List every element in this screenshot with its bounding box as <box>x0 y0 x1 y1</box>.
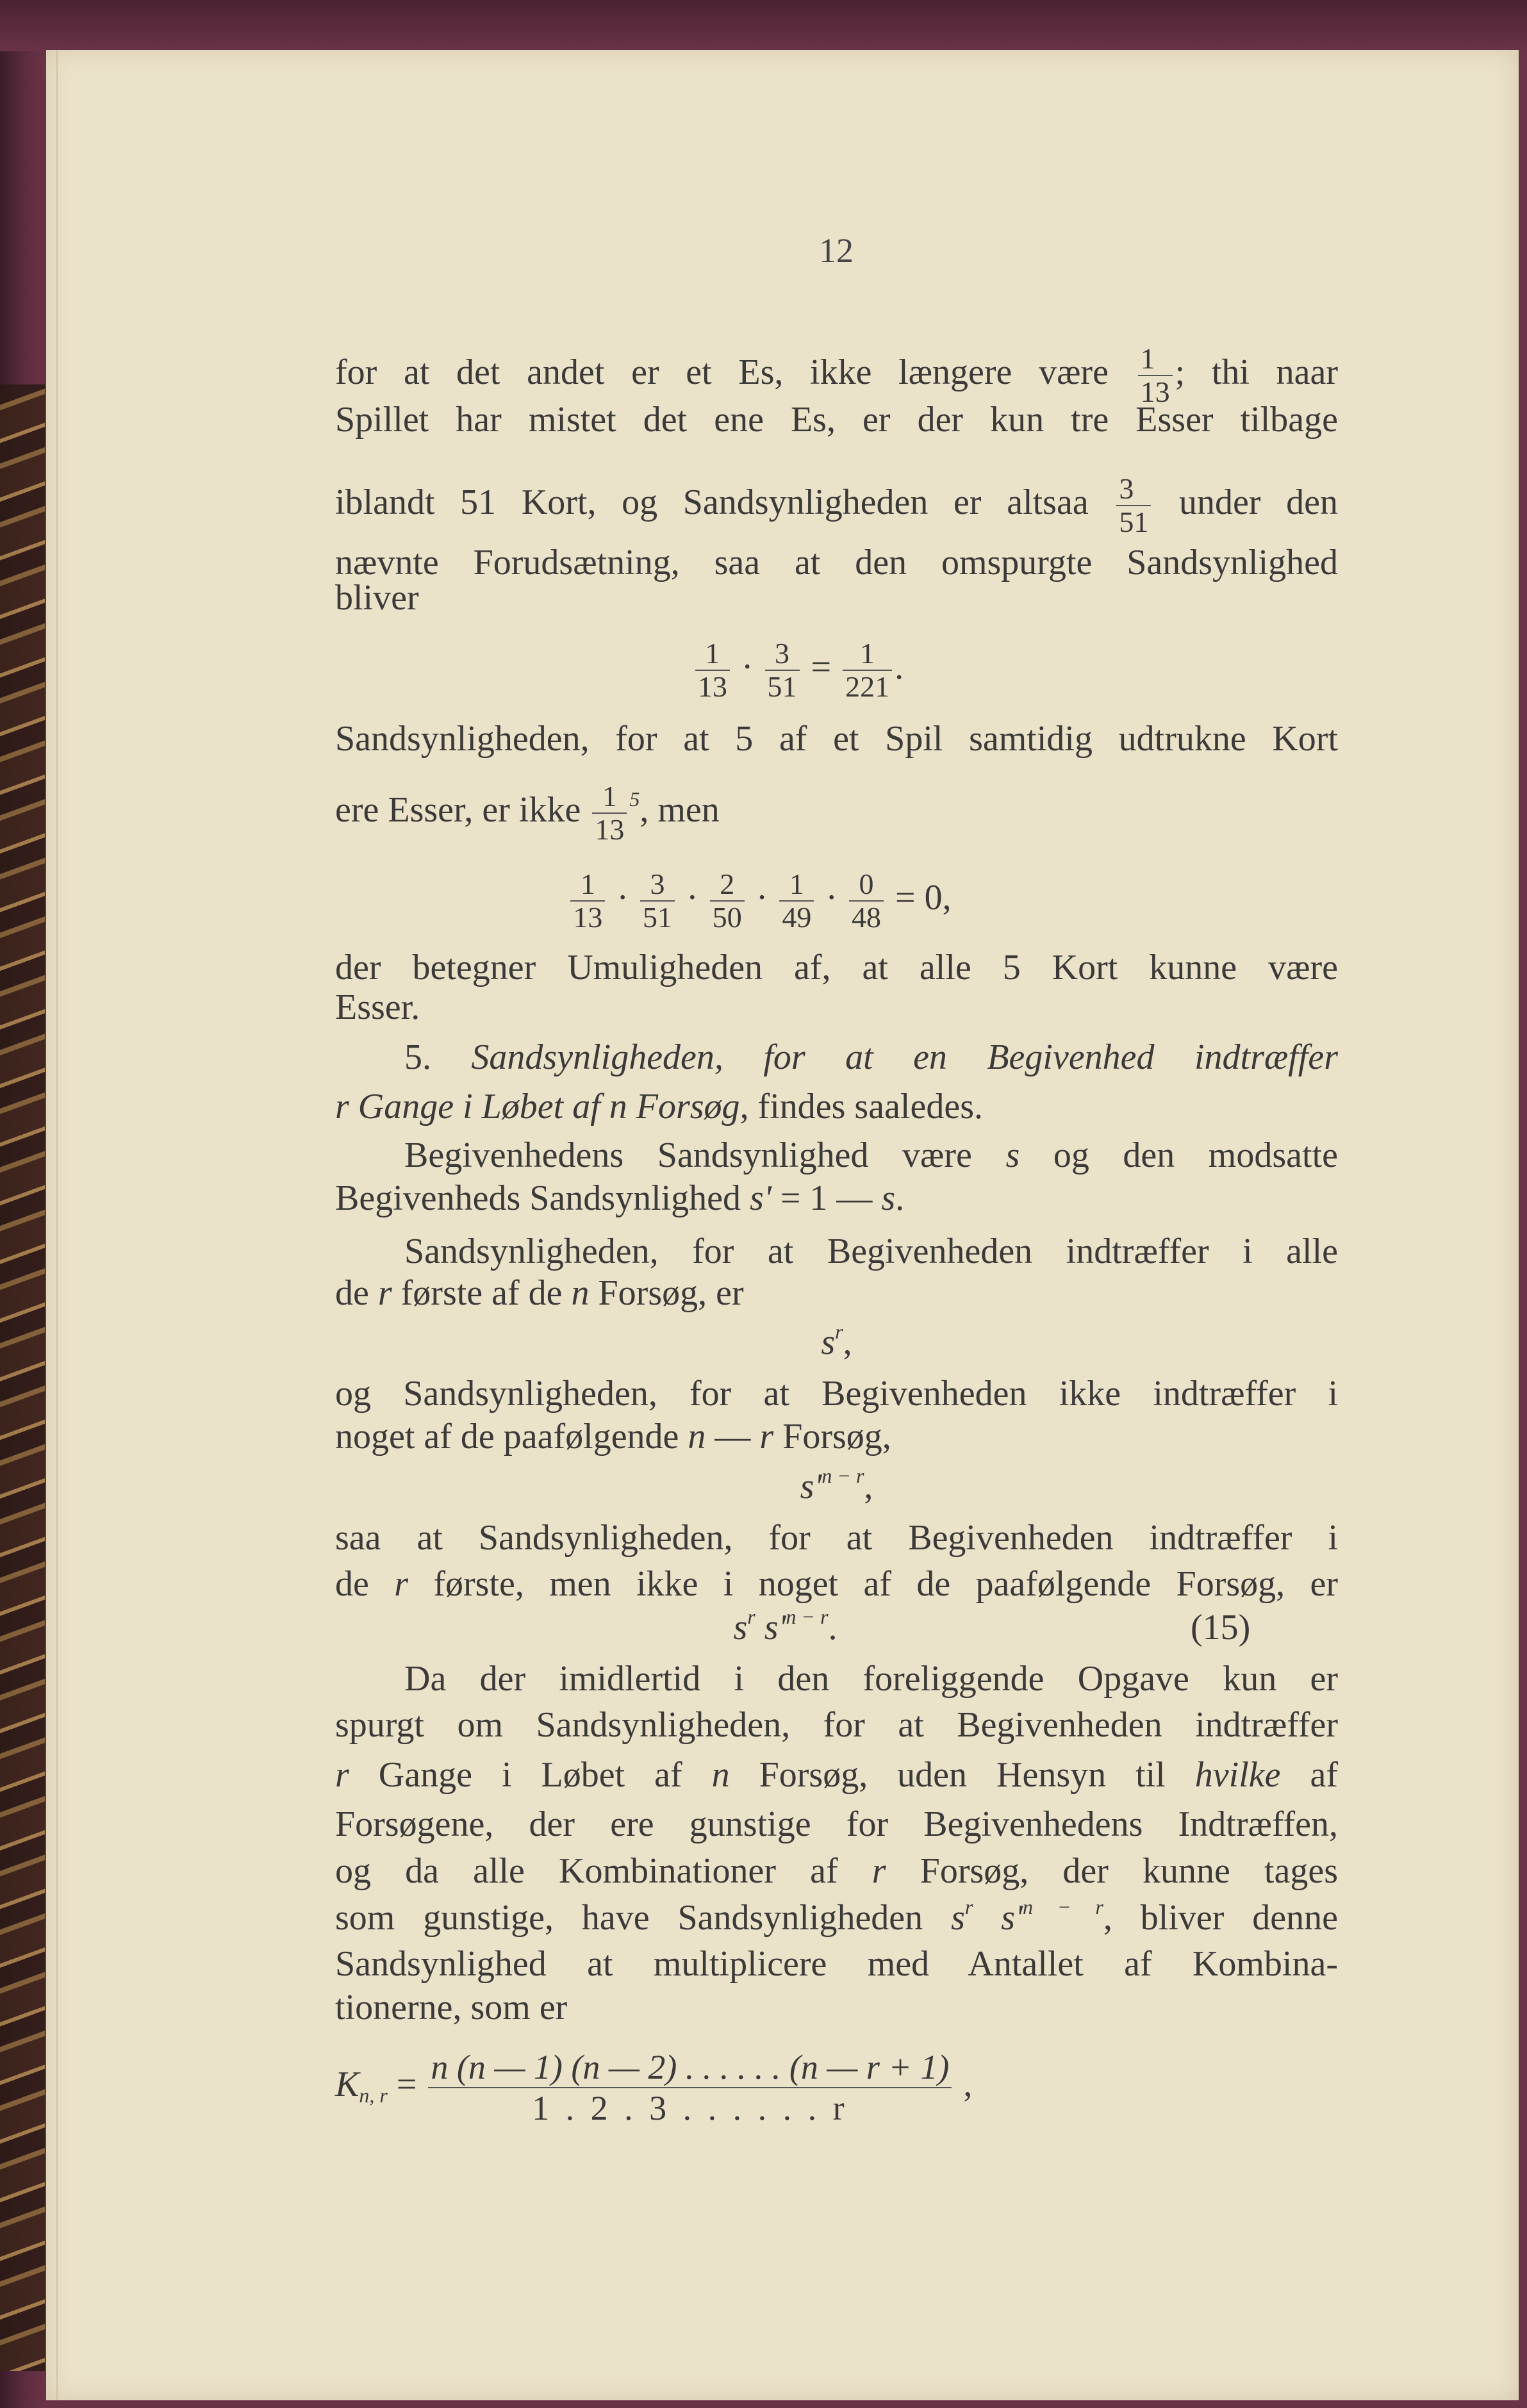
text-run: ; thi naar <box>1175 352 1338 392</box>
text-line <box>404 1229 1338 1274</box>
text-run: de <box>335 1564 395 1604</box>
text-run <box>755 1608 764 1647</box>
text-run: af <box>1280 1755 1338 1795</box>
text-run: , men <box>640 789 720 830</box>
text-run: og da alle Kombinationer af <box>335 1851 872 1891</box>
fraction <box>695 638 730 703</box>
text-run: Gange i Løbet af <box>349 1755 712 1795</box>
formula-line <box>335 1464 1338 1509</box>
text-run: første, men ikke i noget af de paafølgende Forsøg, er <box>408 1564 1338 1604</box>
text-run: Esser. <box>335 987 420 1027</box>
fraction <box>592 780 627 846</box>
text-run: · <box>816 877 847 918</box>
superscript: n − r <box>786 1605 829 1628</box>
fraction-denominator: 1 . 2 . 3 . . . . . . r <box>428 2087 952 2128</box>
text-line <box>335 1371 1338 1416</box>
fraction-denominator: 13 <box>592 812 627 846</box>
fraction-numerator: 1 <box>1140 342 1155 375</box>
text-line <box>335 1414 1338 1459</box>
text-line <box>335 1752 1338 1797</box>
italic-run: s <box>733 1608 748 1647</box>
text-run: for at det andet er et Es, ikke længere være <box>335 352 1135 392</box>
italic-run: s <box>951 1898 965 1938</box>
italic-run: r <box>394 1564 409 1604</box>
text-run: under den <box>1153 482 1339 522</box>
italic-run: n <box>571 1273 590 1313</box>
text-line <box>335 1849 1338 1893</box>
text-run: Spillet har mistet det ene Es, er der kun tre Esser tilbage <box>335 400 1338 440</box>
fraction-numerator: 3 <box>1119 472 1134 505</box>
fraction-denominator: 51 <box>640 900 675 934</box>
text-line <box>335 1703 1338 1747</box>
text-run: = 1 — <box>771 1178 882 1218</box>
text-run: første af de <box>392 1273 572 1313</box>
formula-line <box>297 638 1300 703</box>
text-line <box>335 473 1338 538</box>
text-run: Sandsynligheden, for at 5 af et Spil samtidig udtrukne Kort <box>335 719 1338 759</box>
text-run: spurgt om Sandsynligheden, for at Begivenheden indtræffer <box>335 1705 1338 1745</box>
italic-run: s' <box>764 1608 786 1647</box>
formula-line <box>258 868 1261 934</box>
italic-run: r <box>759 1417 774 1456</box>
italic-run: r Gange i Løbet af n Forsøg <box>335 1087 740 1126</box>
text-run: Forsøgene, der ere gunstige for Begivenhedens Indtræffen, <box>335 1804 1338 1844</box>
text-line <box>404 1035 1338 1080</box>
text-run: noget af de paafølgende <box>335 1417 688 1456</box>
formula-line <box>284 1605 1287 1650</box>
text-line <box>335 1562 1338 1606</box>
fraction-numerator: n (n — 1) (n — 2) . . . . . . (n — r + 1) <box>431 2048 950 2086</box>
fraction-numerator: 1 <box>860 637 875 670</box>
fraction <box>765 638 800 703</box>
fraction <box>428 2047 952 2128</box>
text-run: · <box>747 877 777 918</box>
equation-number: (15) <box>1191 1608 1251 1647</box>
text-run: nævnte Forudsætning, saa at den omspurgte Sandsynlighed <box>335 543 1338 582</box>
fraction-numerator: 1 <box>580 868 595 900</box>
italic-run: s <box>881 1178 896 1218</box>
text-run: tionerne, som er <box>335 1988 568 2027</box>
superscript: r <box>964 1895 973 1918</box>
text-run: og Sandsynligheden, for at Begivenheden ikke indtræffer i <box>335 1374 1338 1414</box>
text-run: Sandsynlighed at multiplicere med Antallet af Kombina- <box>335 1944 1338 1984</box>
text-run: . <box>895 1178 905 1218</box>
text-run: Forsøg, er <box>589 1273 744 1313</box>
text-run: og den modsatte <box>1019 1135 1338 1175</box>
text-line <box>335 945 1338 990</box>
text-line <box>335 1942 1338 1986</box>
italic-run: s <box>821 1323 836 1362</box>
text-run: , <box>954 2064 973 2104</box>
book-cover-top <box>0 0 1527 51</box>
text-run: · <box>677 877 707 918</box>
italic-run: Sandsynligheden, for at en Begivenhed indtræffer <box>471 1037 1338 1077</box>
superscript: n − r <box>1023 1895 1103 1918</box>
formula-combinations <box>335 2047 1338 2128</box>
text-line <box>335 780 1338 846</box>
text-run: Sandsynligheden, for at Begivenheden indtræffer i alle <box>404 1232 1338 1271</box>
page-number: 12 <box>819 231 854 270</box>
text-run: Begivenhedens Sandsynlighed være <box>404 1135 1006 1175</box>
text-run: ere Esser, er ikke <box>335 789 590 830</box>
fraction-numerator: 1 <box>602 780 617 812</box>
italic-run: s <box>1005 1135 1020 1175</box>
subscript: n, r <box>359 2083 388 2107</box>
italic-run: r <box>871 1851 886 1891</box>
superscript: 5 <box>629 787 640 811</box>
fraction-numerator: 2 <box>720 868 735 900</box>
italic-run: n <box>688 1417 706 1456</box>
text-run: = 0, <box>886 877 952 918</box>
text-run: — <box>706 1417 760 1456</box>
fraction-denominator: 50 <box>710 900 745 934</box>
text-line <box>335 1802 1338 1847</box>
italic-run: s' <box>750 1178 772 1218</box>
marbled-endpaper <box>0 384 45 2371</box>
text-run: saa at Sandsynligheden, for at Begivenheden indtræffer i <box>335 1518 1338 1558</box>
text-line <box>335 575 1338 620</box>
superscript: r <box>747 1605 755 1628</box>
text-line <box>335 397 1338 442</box>
superscript: n − r <box>821 1464 864 1487</box>
text-line <box>335 716 1338 761</box>
text-run: Forsøg, uden Hensyn til <box>729 1755 1195 1795</box>
text-run: , <box>843 1323 852 1362</box>
fraction-numerator: 0 <box>859 868 874 900</box>
fraction <box>849 868 884 934</box>
fraction-numerator: 3 <box>775 637 790 670</box>
italic-run: hvilke <box>1194 1755 1281 1795</box>
fraction-denominator: 51 <box>765 670 800 703</box>
text-run: . <box>828 1608 838 1647</box>
italic-run: s' <box>800 1467 822 1506</box>
fraction-denominator: 13 <box>1138 375 1173 408</box>
italic-run: s' <box>1001 1898 1023 1938</box>
text-line <box>335 1895 1338 1940</box>
text-line <box>335 1985 1338 2030</box>
text-line <box>335 1271 1338 1315</box>
italic-run: n <box>711 1755 730 1795</box>
italic-run: r <box>377 1273 392 1313</box>
text-run: 5. <box>404 1037 472 1077</box>
text-run: de <box>335 1273 378 1313</box>
text-run: der betegner Umuligheden af, at alle 5 Kort kunne være <box>335 948 1338 987</box>
text-run: · <box>732 647 763 687</box>
text-line <box>335 1176 1338 1221</box>
text-line <box>335 1084 1338 1129</box>
italic-run: K <box>335 2064 359 2104</box>
fraction <box>640 868 675 934</box>
text-run <box>973 1898 1001 1938</box>
formula-line <box>335 1320 1338 1365</box>
fraction-numerator: 3 <box>650 868 665 900</box>
fraction-denominator: 13 <box>570 900 605 934</box>
text-line <box>404 1133 1338 1178</box>
fraction <box>570 868 605 934</box>
fraction-numerator: 1 <box>789 868 804 900</box>
text-run: bliver <box>335 578 419 618</box>
fraction-denominator: 221 <box>843 670 892 703</box>
text-line <box>404 1656 1338 1701</box>
text-run: Da der imidlertid i den foreliggende Opgave kun er <box>404 1659 1338 1699</box>
page-edge <box>56 50 58 2400</box>
text-run: , findes saaledes. <box>739 1087 983 1126</box>
fraction-denominator: 49 <box>779 900 814 934</box>
text-run: = <box>387 2064 426 2104</box>
text-line <box>335 985 1338 1030</box>
fraction-denominator: 13 <box>695 670 730 703</box>
text-run: Forsøg, <box>773 1417 891 1456</box>
text-line <box>335 1515 1338 1560</box>
text-run: iblandt 51 Kort, og Sandsynligheden er altsaa <box>335 482 1114 522</box>
text-run: Forsøg, der kunne tages <box>886 1851 1338 1891</box>
text-run: · <box>607 877 638 918</box>
text-run: , bliver denne <box>1103 1898 1338 1938</box>
fraction <box>1116 473 1151 538</box>
text-run: som gunstige, have Sandsynligheden <box>335 1898 952 1938</box>
text-run: . <box>895 647 904 687</box>
italic-run: r <box>335 1755 349 1795</box>
superscript: r <box>835 1320 843 1343</box>
fraction-denominator: 51 <box>1116 505 1151 538</box>
text-run: Begivenheds Sandsynlighed <box>335 1178 750 1218</box>
text-run: , <box>864 1467 873 1506</box>
text-run: = <box>802 647 841 687</box>
fraction <box>710 868 745 934</box>
fraction-denominator: 48 <box>849 900 884 934</box>
fraction <box>779 868 814 934</box>
fraction <box>843 638 892 703</box>
fraction-numerator: 1 <box>705 637 720 670</box>
